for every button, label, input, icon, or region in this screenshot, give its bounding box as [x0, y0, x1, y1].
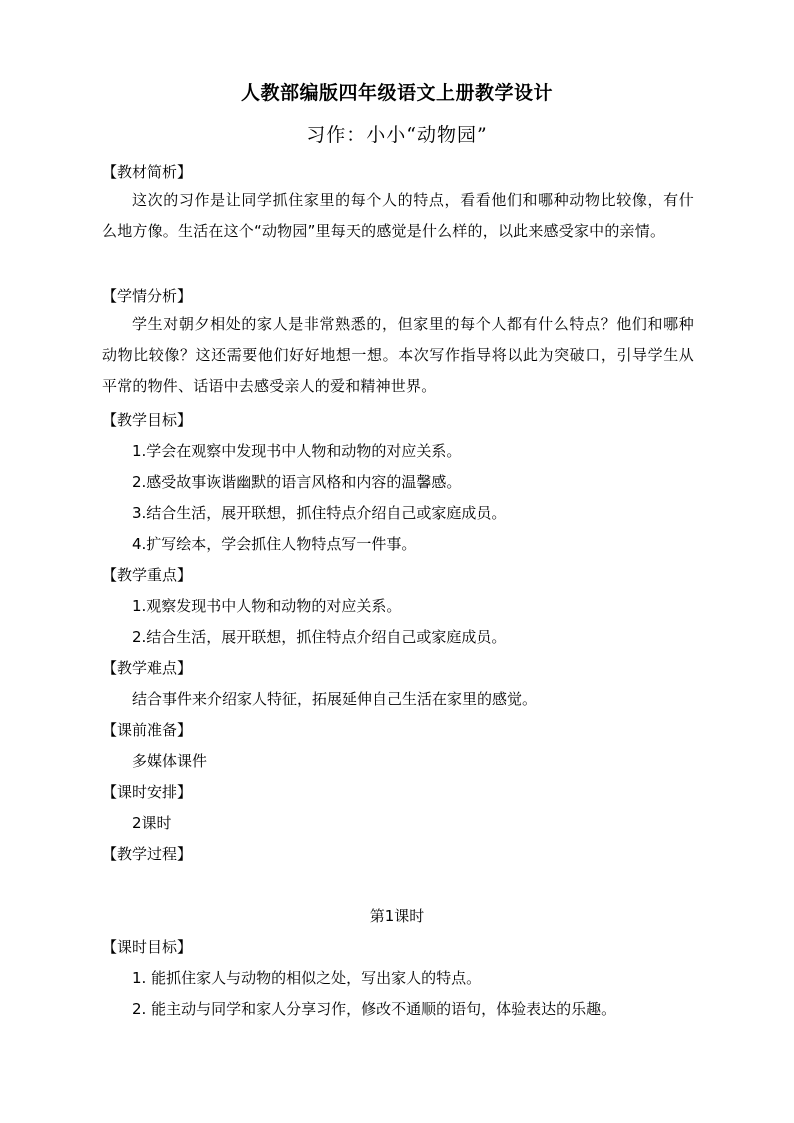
preparation-text: 多媒体课件 [132, 752, 208, 770]
section-heading-lesson-goals: 【课时目标】 [102, 938, 193, 956]
teaching-goal-item: 1.学会在观察中发现书中人物和动物的对应关系。 [132, 442, 462, 460]
lesson-title: 第1课时 [369, 907, 425, 925]
textbook-analysis-text: 这次的习作是让同学抓住家里的每个人的特点，看看他们和哪种动物比较像，有什么地方像。生活在这个“动物园”里每天的感觉是什么样的，以此来感受家中的亲情。 [102, 191, 694, 240]
schedule-text: 2课时 [132, 814, 172, 832]
section-heading-process: 【教学过程】 [102, 845, 193, 863]
teaching-goal-item: 4.扩写绘本，学会抓住人物特点写一件事。 [132, 535, 417, 553]
section-heading-key-points: 【教学重点】 [102, 566, 193, 584]
key-point-item: 1.观察发现书中人物和动物的对应关系。 [132, 597, 402, 615]
key-point-item: 2.结合生活，展开联想，抓住特点介绍自己或家庭成员。 [132, 628, 507, 646]
section-heading-preparation: 【课前准备】 [102, 721, 193, 739]
section-heading-student-analysis: 【学情分析】 [102, 287, 193, 305]
teaching-goal-item: 3.结合生活，展开联想，抓住特点介绍自己或家庭成员。 [132, 504, 507, 522]
section-heading-schedule: 【课时安排】 [102, 783, 193, 801]
difficult-point-text: 结合事件来介绍家人特征，拓展延伸自己生活在家里的感觉。 [132, 690, 538, 708]
lesson-goal-item: 2. 能主动与同学和家人分享习作，修改不通顺的语句，体验表达的乐趣。 [132, 1000, 617, 1018]
document-subtitle: 习作：小小“动物园” [306, 124, 488, 146]
document-title: 人教部编版四年级语文上册教学设计 [240, 82, 553, 104]
student-analysis-text: 学生对朝夕相处的家人是非常熟悉的，但家里的每个人都有什么特点？他们和哪种动物比较像？这还需要他们好好地想一想。本次写作指导将以此为突破口，引导学生从平常的物件、话语中去感受亲人的爱和精神世界。 [102, 315, 694, 395]
section-heading-difficult-points: 【教学难点】 [102, 659, 193, 677]
teaching-goal-item: 2.感受故事诙谐幽默的语言风格和内容的温馨感。 [132, 473, 462, 491]
section-heading-teaching-goals: 【教学目标】 [102, 411, 193, 429]
section-heading-textbook-analysis: 【教材简析】 [102, 163, 193, 181]
lesson-goal-item: 1. 能抓住家人与动物的相似之处，写出家人的特点。 [132, 969, 482, 987]
